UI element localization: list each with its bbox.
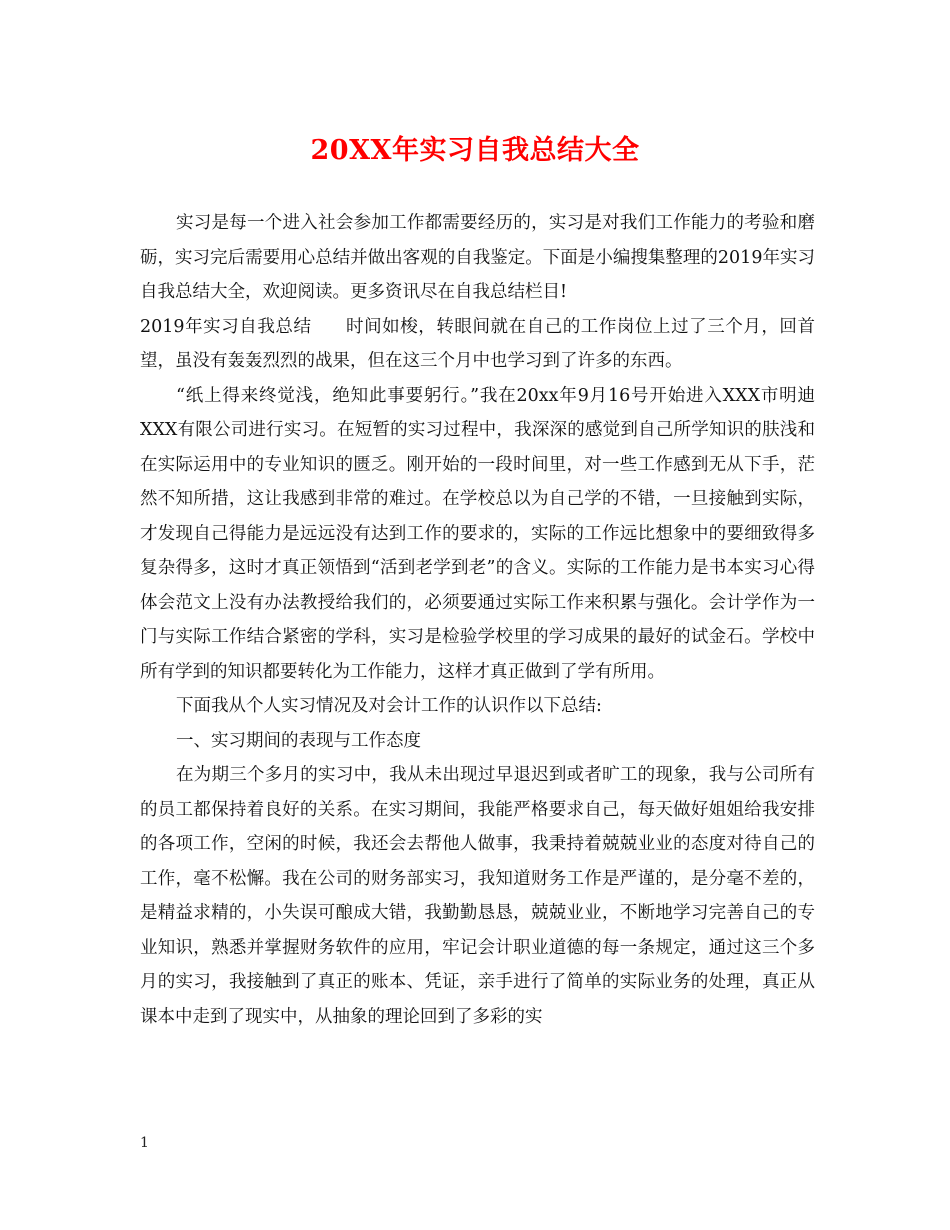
subheading-performance: 一、实习期间的表现与工作态度 <box>176 730 421 751</box>
paragraph-performance: 在为期三个多月的实习中，我从未出现过早退迟到或者旷工的现象，我与公司所有的员工都保持着良好的关系。在实习期间，我能严格要求自己，每天做好姐姐给我安排的各项工作，空闲的时候，我还会去帮他人做事，我秉持着兢兢业业的态度对待自己的工作，毫不松懈。我在公司的财务部实习，我知道财务工作是严谨的，是分毫不差的，是精益求精的，小失误可酿成大错，我勤勤恳恳，兢兢业业，不断地学习完善自己的专业知识，熟悉并掌握财务软件的应用，牢记会计职业道德的每一条规定，通过这三个多月的实习，我接触到了真正的账本、凭证，亲手进行了简单的实际业务的处理，真正从课本中走到了现实中，从抽象的理论回到了多彩的实 <box>140 765 815 1027</box>
document-title: 20XX年实习自我总结大全 <box>310 135 640 166</box>
section-heading: 2019年实习自我总结 <box>140 316 312 337</box>
paragraph-quote: “纸上得来终觉浅，绝知此事要躬行。”我在20xx年9月16号开始进入XXX市明迪XXX有限公司进行实习。在短暂的实习过程中，我深深的感觉到自己所学知识的肤浅和在实际运用中的专业知识的匮乏。刚开始的一段时间里，对一些工作感到无从下手，茫然不知所措，这让我感到非常的难过。在学校总以为自己学的不错，一旦接触到实际，才发现自己得能力是远远没有达到工作的要求的，实际的工作远比想象中的要细致得多复杂得多，这时才真正领悟到“活到老学到老”的含义。实际的工作能力是书本实习心得体会范文上没有办法教授给我们的，必须要通过实际工作来积累与强化。会计学作为一门与实际工作结合紧密的学科，实习是检验学校里的学习成果的最好的试金石。学校中所有学到的知识都要转化为工作能力，这样才真正做到了学有所用。 <box>140 385 815 682</box>
paragraph-intro: 实习是每一个进入社会参加工作都需要经历的，实习是对我们工作能力的考验和磨砺，实习完后需要用心总结并做出客观的自我鉴定。下面是小编搜集整理的2019年实习自我总结大全，欢迎阅读。更多资讯尽在自我总结栏目! <box>140 213 815 302</box>
document-body <box>140 206 815 1034</box>
paragraph-summary-intro: 下面我从个人实习情况及对会计工作的认识作以下总结: <box>176 696 602 716</box>
page-number: 1 <box>140 1135 149 1151</box>
paragraph-time-passes: 时间如梭，转眼间就在自己的工作岗位上过了三个月，回首望，虽没有轰轰烈烈的战果，但在这三个月中也学习到了许多的东西。 <box>140 316 815 371</box>
paragraph-section-start <box>140 310 815 379</box>
